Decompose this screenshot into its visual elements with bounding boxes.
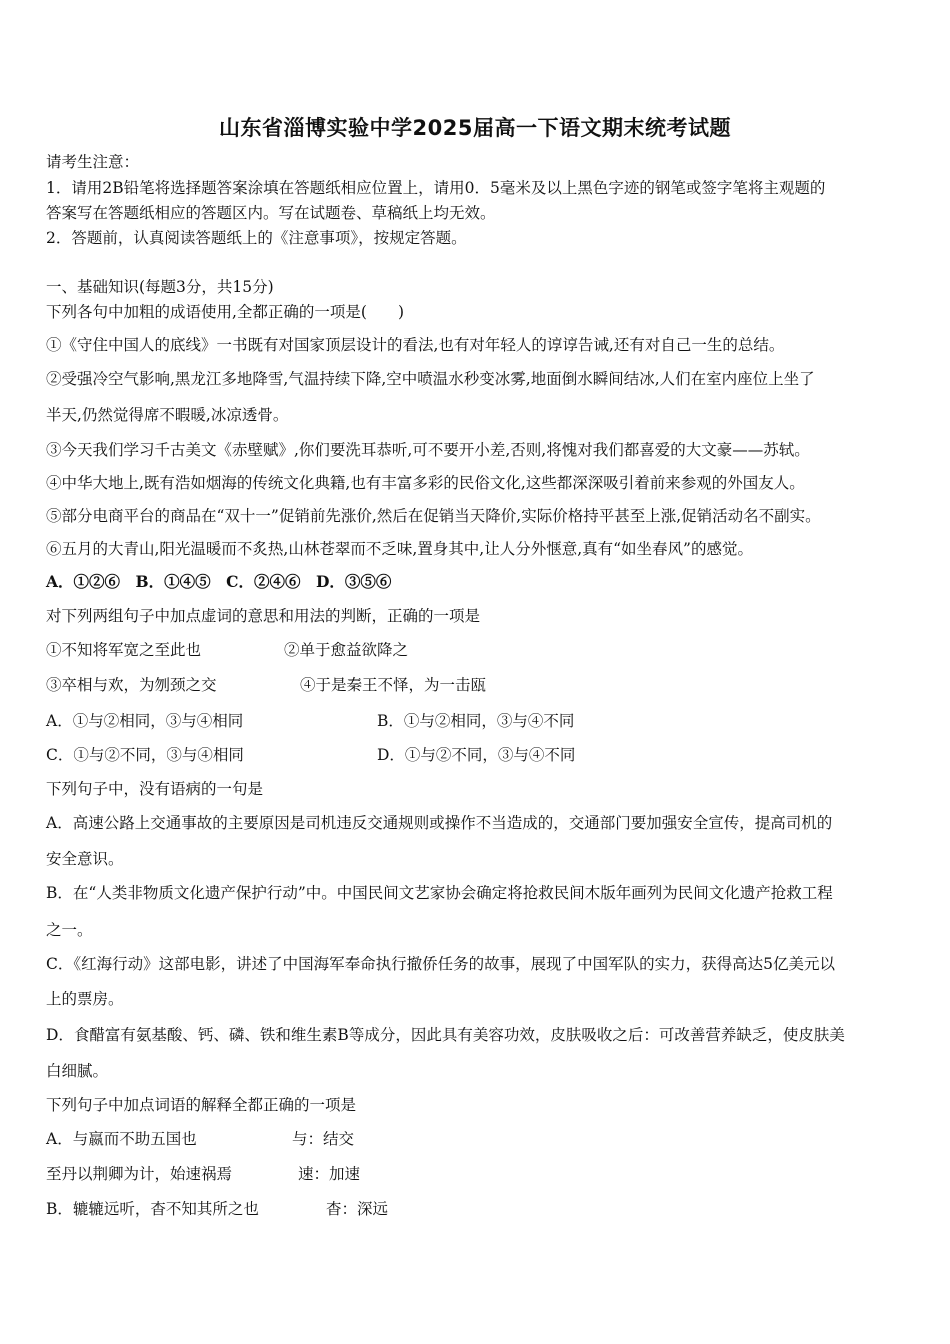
q4-item-c: B．辘辘远听，杳不知其所之也 bbox=[46, 1200, 259, 1218]
q2-sentence-3: ③卒相与欢，为刎颈之交 bbox=[46, 676, 217, 694]
q2-sentence-1: ①不知将军宽之至此也 bbox=[46, 641, 202, 659]
q1-sentence-2: ②受强冷空气影响,黑龙江多地降雪,气温持续下降,空中喷温水秒变冰雾,地面倒水瞬间结冰,人们在室内座位上坐了 bbox=[46, 370, 815, 388]
notice-item-1-cont: 答案写在答题纸相应的答题区内。写在试题卷、草稿纸上均无效。 bbox=[46, 204, 496, 222]
q2-sentence-4: ④于是秦王不怿，为一击瓯 bbox=[300, 676, 487, 694]
q2-option-a: A．①与②相同，③与④相同 bbox=[46, 712, 244, 730]
q1-sentence-6: ⑥五月的大青山,阳光温暖而不炙热,山林苍翠而不乏味,置身其中,让人分外惬意,真有“如坐春风”的感觉。 bbox=[46, 540, 753, 558]
q1-stem: 下列各句中加粗的成语使用,全都正确的一项是( ) bbox=[46, 303, 405, 321]
section-heading: 一、基础知识(每题3分，共15分) bbox=[46, 278, 274, 296]
q3-option-a-cont: 安全意识。 bbox=[46, 850, 124, 868]
q3-option-b-cont: 之一。 bbox=[46, 921, 93, 939]
notice-item-2: 2．答题前，认真阅读答题纸上的《注意事项》，按规定答题。 bbox=[46, 229, 467, 247]
q4-item-c-gloss: 杳：深远 bbox=[326, 1200, 389, 1218]
q2-sentence-2: ②单于愈益欲降之 bbox=[284, 641, 409, 659]
q1-sentence-5: ⑤部分电商平台的商品在“双十一”促销前先涨价,然后在促销当天降价,实际价格持平甚至上涨,促销活动名不副实。 bbox=[46, 507, 821, 525]
q2-option-d: D．①与②不同，③与④不同 bbox=[377, 746, 576, 764]
q3-stem: 下列句子中，没有语病的一句是 bbox=[46, 780, 264, 798]
q4-stem: 下列句子中加点词语的解释全都正确的一项是 bbox=[46, 1096, 357, 1114]
q2-option-b: B．①与②相同，③与④不同 bbox=[377, 712, 575, 730]
q3-option-b: B．在“人类非物质文化遗产保护行动”中。中国民间文艺家协会确定将抢救民间木版年画列为民间文化遗产抢救工程 bbox=[46, 884, 833, 902]
q1-sentence-3: ③今天我们学习千古美文《赤壁赋》,你们要洗耳恭听,可不要开小差,否则,将愧对我们都喜爱的大文豪——苏轼。 bbox=[46, 441, 810, 459]
q4-item-b: 至丹以荆卿为计，始速祸焉 bbox=[46, 1165, 233, 1183]
q4-item-a: A．与嬴而不助五国也 bbox=[46, 1130, 197, 1148]
q3-option-c: C．《红海行动》这部电影，讲述了中国海军奉命执行撤侨任务的故事，展现了中国军队的实力，获得高达5亿美元以 bbox=[46, 955, 835, 973]
q1-sentence-4: ④中华大地上,既有浩如烟海的传统文化典籍,也有丰富多彩的民俗文化,这些都深深吸引着前来参观的外国友人。 bbox=[46, 474, 805, 492]
q3-option-a: A．高速公路上交通事故的主要原因是司机违反交通规则或操作不当造成的，交通部门要加强安全宣传，提高司机的 bbox=[46, 814, 833, 832]
q4-item-b-gloss: 速：加速 bbox=[298, 1165, 361, 1183]
q1-options: A．①②⑥ B．①④⑤ C．②④⑥ D．③⑤⑥ bbox=[46, 572, 392, 591]
page-title: 山东省淄博实验中学2025届高一下语文期末统考试题 bbox=[219, 116, 731, 140]
q3-option-c-cont: 上的票房。 bbox=[46, 990, 124, 1008]
q4-item-a-gloss: 与：结交 bbox=[292, 1130, 355, 1148]
q2-option-c: C．①与②不同，③与④相同 bbox=[46, 746, 244, 764]
q2-stem: 对下列两组句子中加点虚词的意思和用法的判断，正确的一项是 bbox=[46, 607, 481, 625]
q3-option-d: D．食醋富有氨基酸、钙、磷、铁和维生素B等成分，因此具有美容功效，皮肤吸收之后：可改善营养缺乏，使皮肤美 bbox=[46, 1026, 845, 1044]
q1-sentence-1: ①《守住中国人的底线》一书既有对国家顶层设计的看法,也有对年轻人的谆谆告诫,还有对自己一生的总结。 bbox=[46, 336, 785, 354]
notice-heading: 请考生注意： bbox=[46, 153, 140, 171]
notice-item-1: 1．请用2B铅笔将选择题答案涂填在答题纸相应位置上，请用0．5毫米及以上黑色字迹的钢笔或签字笔将主观题的 bbox=[46, 179, 826, 197]
q1-sentence-2-cont: 半天,仍然觉得席不暇暖,冰凉透骨。 bbox=[46, 406, 289, 424]
q3-option-d-cont: 白细腻。 bbox=[46, 1062, 109, 1080]
